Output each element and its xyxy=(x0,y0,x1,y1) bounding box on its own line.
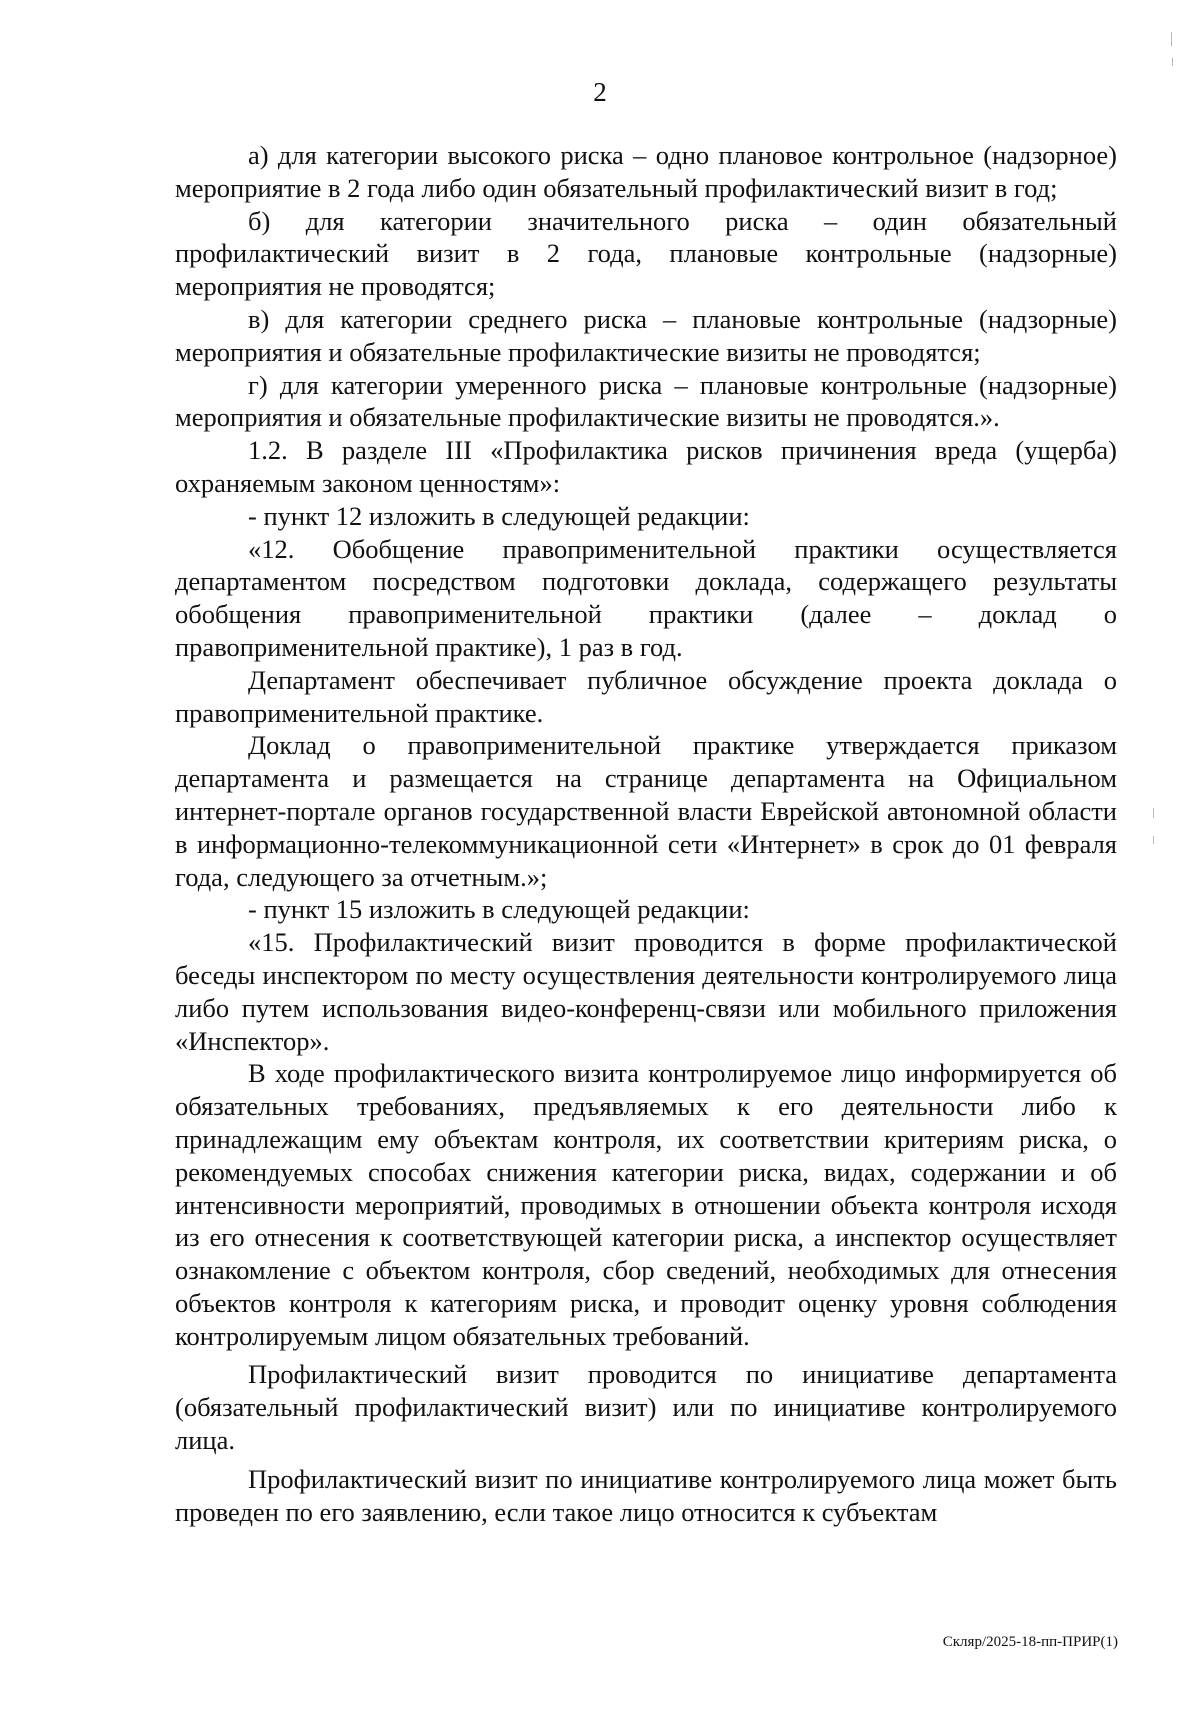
paragraph-visit-initiative: Профилактический визит проводится по инициативе департамента (обязательный профилактический визит) или по инициативе контролируемого лица. xyxy=(175,1359,1117,1456)
paragraph-item-12-intro: - пункт 12 изложить в следующей редакции: xyxy=(248,500,750,531)
paragraph-section-iii: 1.2. В разделе III «Профилактика рисков причинения вреда (ущерба) охраняемым законом ценностям»: xyxy=(175,435,1117,498)
paragraph-risk-medium: в) для категории среднего риска – плановые контрольные (надзорные) мероприятия и обязательные профилактические визиты не проводятся; xyxy=(175,303,1117,367)
scan-artifact-mid xyxy=(1153,808,1154,818)
paragraph-item-12: «12. Обобщение правоприменительной практики осуществляется департаментом посредством подготовки доклада, содержащего результаты обобщения правоприменительной практики (далее – доклад о правоприменительной практике), 1 раз в год. xyxy=(175,533,1117,662)
page-number: 2 xyxy=(593,77,607,107)
scan-artifact-mid-2 xyxy=(1153,836,1154,844)
paragraph-visit-request: Профилактический визит по инициативе контролируемого лица может быть проведен по его заявлению, если такое лицо относится к субъектам xyxy=(175,1463,1117,1527)
paragraph-public-discussion: Департамент обеспечивает публичное обсуждение проекта доклада о правоприменительной практике. xyxy=(175,664,1117,728)
document-code: Скляр/2025-18-пп-ПРИР(1) xyxy=(942,1634,1118,1650)
paragraph-visit-content: В ходе профилактического визита контролируемое лицо информируется об обязательных требованиях, предъявляемых к его деятельности либо к принадлежащим ему объектам контроля, их соответствии критериям риска, о рекомендуемых способах снижения категории риска, видах, содержании и об интенсивности мероприятий, проводимых в отношении объекта контроля исходя из его отнесения к соответствующей категории риска, а инспектор осуществляет ознакомление с объектом контроля, сбор сведений, необходимых для отнесения объектов контроля к категориям риска, и проводит оценку уровня соблюдения контролируемым лицом обязательных требований. xyxy=(175,1058,1117,1351)
document-body xyxy=(175,139,1117,1528)
scan-artifact-top xyxy=(1171,32,1172,46)
paragraph-risk-high: а) для категории высокого риска – одно плановое контрольное (надзорное) мероприятие в 2 года либо один обязательный профилактический визит в год; xyxy=(175,140,1117,203)
paragraph-risk-significant: б) для категории значительного риска – один обязательный профилактический визит в 2 года, плановые контрольные (надзорные) мероприятия не проводятся; xyxy=(175,205,1117,302)
paragraph-report-approval: Доклад о правоприменительной практике утверждается приказом департамента и размещается на странице департамента на Официальном интернет-портале органов государственной власти Еврейской автономной области в информационно-телекоммуникационной сети «Интернет» в срок до 01 февраля года, следующего за отчетным.»; xyxy=(175,730,1117,892)
paragraph-item-15-intro: - пункт 15 изложить в следующей редакции: xyxy=(248,894,750,925)
scan-artifact-top-2 xyxy=(1172,58,1173,66)
paragraph-item-15: «15. Профилактический визит проводится в форме профилактической беседы инспектором по месту осуществления деятельности контролируемого лица либо путем использования видео-конференц-связи или мобильного приложения «Инспектор». xyxy=(175,927,1117,1056)
paragraph-risk-moderate: г) для категории умеренного риска – плановые контрольные (надзорные) мероприятия и обязательные профилактические визиты не проводятся.». xyxy=(175,369,1117,433)
